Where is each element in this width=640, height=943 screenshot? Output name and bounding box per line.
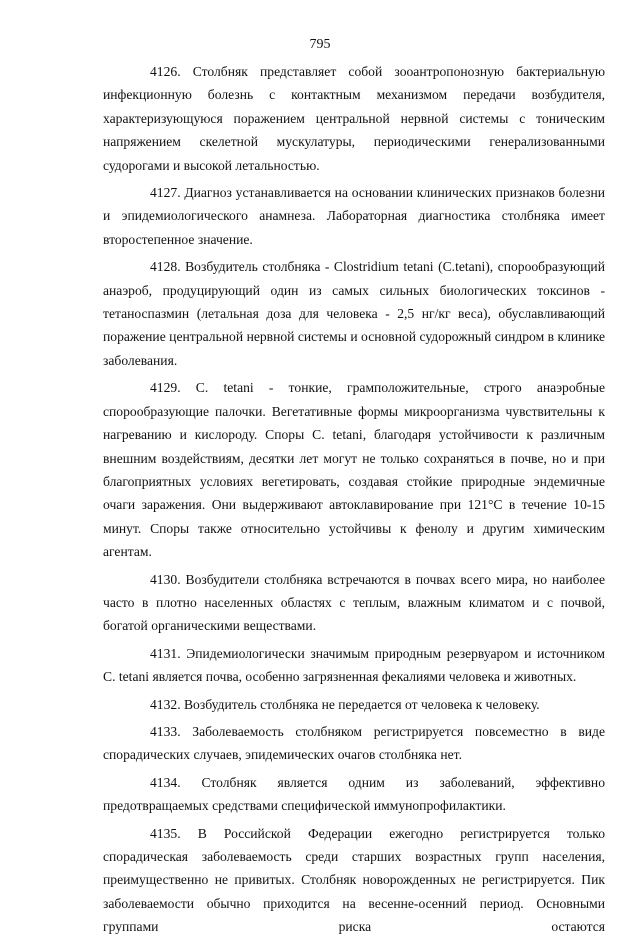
paragraph-4127: 4127. Диагноз устанавливается на основании клинических признаков болезни и эпидемиологического анамнеза. Лабораторная диагностика столбняка имеет второстепенное значение. [103,185,605,247]
paragraph-4135: 4135. В Российской Федерации ежегодно регистрируется только спорадическая заболеваемость среди старших возрастных групп населения, преимущественно не привитых. Столбняк новорожденных не регистрируется. Пик заболеваемости обычно приходится на весенне-осенний период. Основными группами риска остаются [103,825,605,935]
paragraph-4132: 4132. Возбудитель столбняка не передается от человека к человеку. [150,696,540,712]
paragraph-4129: 4129. C. tetani - тонкие, грамположительные, строго анаэробные спорообразующие палочки. Вегетативные формы микроорганизма чувствительны к нагреванию и кислороду. Споры C. tetani, благодаря устойчивости к различным внешним воздействиям, десятки лет могут не только сохраняться в почве, но и при благоприятных условиях вегетировать, создавая стойкие природные эндемичные очаги заражения. Они выдерживают автоклавирование при 121°С в течение 10-15 минут. Споры также относительно устойчивы к фенолу и другим химическим агентам. [103,380,605,560]
document-body [103,60,605,943]
paragraph-4131: 4131. Эпидемиологически значимым природным резервуаром и источником C. tetani является почва, особенно загрязненная фекалиями человека и животных. [103,645,605,685]
paragraph-4133: 4133. Заболеваемость столбняком регистрируется повсеместно в виде спорадических случаев, эпидемических очагов столбняка нет. [103,723,605,763]
paragraph-4134: 4134. Столбняк является одним из заболеваний, эффективно предотвращаемых средствами специфической иммунопрофилактики. [103,774,605,814]
page-number: 795 [309,37,331,52]
paragraph-4130: 4130. Возбудители столбняка встречаются в почвах всего мира, но наиболее часто в плотно населенных областях с теплым, влажным климатом и с почвой, богатой органическими веществами. [103,571,605,634]
paragraph-4128: 4128. Возбудитель столбняка - Clostridium tetani (C.tetani), спорообразующий анаэроб, продуцирующий один из самых сильных биологических токсинов - тетаноспазмин (летальная доза для человека - 2,5 нг/кг веса), обуславливающий поражение центральной нервной системы и основной судорожный синдром в клинике заболевания. [103,259,605,368]
paragraph-4126: 4126. Столбняк представляет собой зооантропонозную бактериальную инфекционную болезнь с контактным механизмом передачи возбудителя, характеризующуюся поражением центральной нервной системы с тоническим напряжением скелетной мускулатуры, периодическими генерализованными судорогами и высокой летальностью. [103,64,605,173]
